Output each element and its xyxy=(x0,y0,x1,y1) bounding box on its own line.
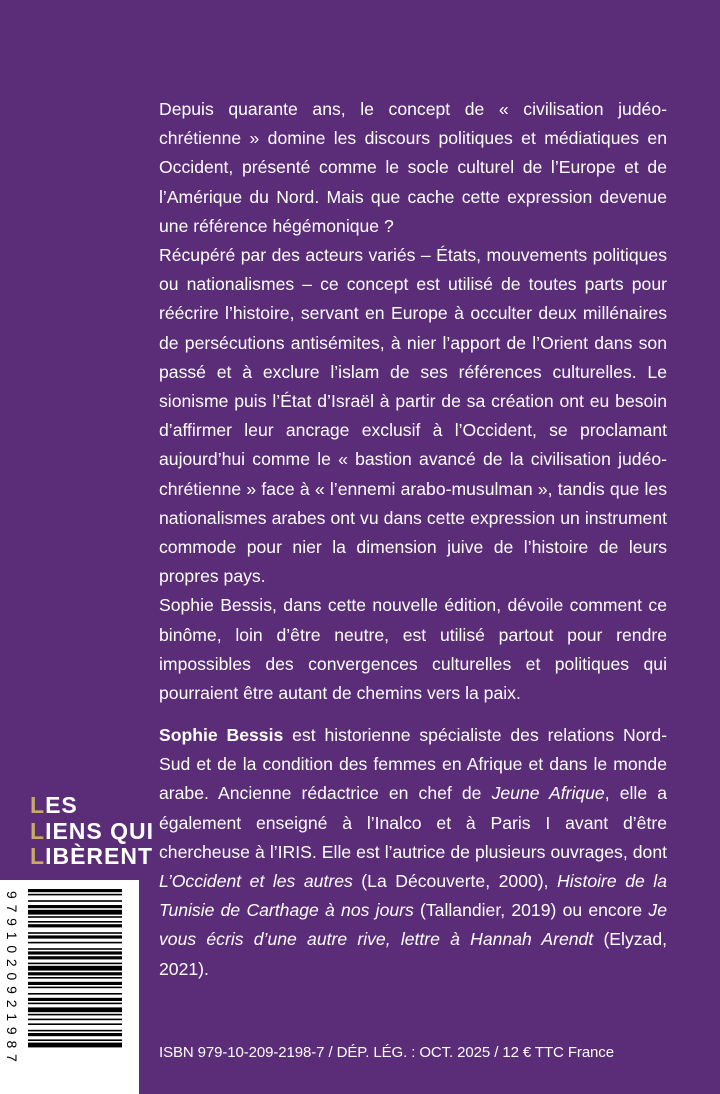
logo-row-1 xyxy=(30,793,154,819)
bio-text: , elle a également enseigné à l’Inalco et à Paris I avant d’être chercheuse à l’IRIS. Elle est l’autrice de plusieurs ouvrages, dont xyxy=(159,783,667,862)
author-bio-paragraph xyxy=(159,721,667,984)
bio-text: (Tallandier, 2019) ou encore xyxy=(413,900,649,921)
barcode-bar xyxy=(28,993,122,995)
bio-book-title: L’Occident et les autres xyxy=(159,871,353,892)
barcode-bar xyxy=(28,942,122,944)
barcode-bar xyxy=(28,900,122,902)
barcode-bar xyxy=(28,921,122,923)
barcode-bar xyxy=(28,956,122,959)
barcode-bar xyxy=(28,889,122,892)
barcode-bar xyxy=(28,932,122,934)
barcode-bar xyxy=(28,924,122,927)
barcode-bar xyxy=(28,1014,122,1016)
blurb-paragraph-2: Récupéré par des acteurs variés – États, mouvements politiques ou nationalismes – ce concept est utilisé de toutes parts pour réécrire l’histoire, servant en Europe à occulter deux millénaires de persécutions antisémites, à nier l’apport de l’Orient dans son passé et à exclure l’islam de ses références culturelles. Le sionisme puis l’État d’Israël à partir de sa création ont eu besoin d’affirmer leur ancrage exclusif à l’Occident, se proclamant aujourd’hui comme le « bastion avancé de la civilisation judéo-chrétienne » face à « l’ennemi arabo-musulman », tandis que les nationalismes arabes ont vu dans cette expression un instrument commode pour nier la dimension juive de l’histoire de leurs propres pays. xyxy=(159,245,667,587)
barcode-bar xyxy=(28,987,122,989)
barcode-bar xyxy=(28,1007,122,1012)
barcode-bar xyxy=(28,963,122,965)
blurb-paragraph-1: Depuis quarante ans, le concept de « civilisation judéo-chrétienne » domine les discours politiques et médiatiques en Occident, présenté comme le socle culturel de l’Europe et de l’Amérique du Nord. Mais que cache cette expression devenue une référence hégémonique ? xyxy=(159,99,667,236)
barcode-bar xyxy=(28,977,122,979)
barcode-bar xyxy=(28,1019,122,1021)
barcode-bar xyxy=(28,951,122,954)
barcode-bar xyxy=(28,1033,122,1036)
logo-text: IBÈRENT xyxy=(45,843,154,869)
logo-text: IENS QUI xyxy=(45,817,155,844)
blurb-paragraph-3: Sophie Bessis, dans cette nouvelle édition, dévoile comment ce binôme, loin d’être neutre, est utilisé partout pour rendre impossibles des convergences culturelles et politiques qui pourraient être autant de chemins vers la paix. xyxy=(159,595,667,704)
barcode-bar xyxy=(28,972,122,975)
barcode-bar xyxy=(28,1030,122,1032)
barcode-bar xyxy=(28,894,122,896)
barcode-bar xyxy=(28,935,122,938)
author-bio xyxy=(159,721,667,984)
barcode-bar xyxy=(28,1039,122,1041)
logo-letter: L xyxy=(30,817,46,844)
bio-book-title: Histoire de la Tunisie de Carthage à nos jours xyxy=(159,871,667,921)
barcode-digits xyxy=(2,891,22,1084)
bio-title-jeune-afrique: Jeune Afrique xyxy=(491,783,605,804)
barcode-bar xyxy=(28,905,122,908)
barcode-bar xyxy=(28,1043,122,1048)
barcode-bar xyxy=(28,1003,122,1005)
logo-letter: L xyxy=(30,792,46,818)
barcode-bar xyxy=(28,982,122,985)
publisher-logo xyxy=(30,793,154,870)
barcode-bar xyxy=(28,998,122,1001)
bio-text: est historienne spécialiste des relations Nord-Sud et de la condition des femmes en Afrique et dans le monde arabe. Ancienne rédactrice en chef de xyxy=(159,725,667,804)
logo-text: ES xyxy=(45,792,78,818)
logo-row-3 xyxy=(30,844,154,870)
isbn-line: ISBN 979-10-209-2198-7 / DÉP. LÉG. : OCT. 2025 / 12 € TTC France xyxy=(159,1044,614,1061)
barcode-number: 9791020921987 xyxy=(4,891,20,1068)
barcode-bar xyxy=(28,916,122,918)
back-cover-blurb xyxy=(159,95,667,708)
logo-row-2 xyxy=(30,819,154,845)
logo-letter: L xyxy=(30,843,46,869)
bio-text: (Elyzad, 2021). xyxy=(159,929,667,979)
bio-text: (La Découverte, 2000), xyxy=(352,871,558,892)
barcode-bar xyxy=(28,910,122,915)
barcode-bar xyxy=(28,1023,122,1025)
barcode-bar xyxy=(28,966,122,971)
bio-book-title: Je vous écris d’une autre rive, lettre à Hannah Arendt xyxy=(159,900,667,950)
author-name: Sophie Bessis xyxy=(159,725,284,745)
barcode-bar xyxy=(28,948,122,950)
